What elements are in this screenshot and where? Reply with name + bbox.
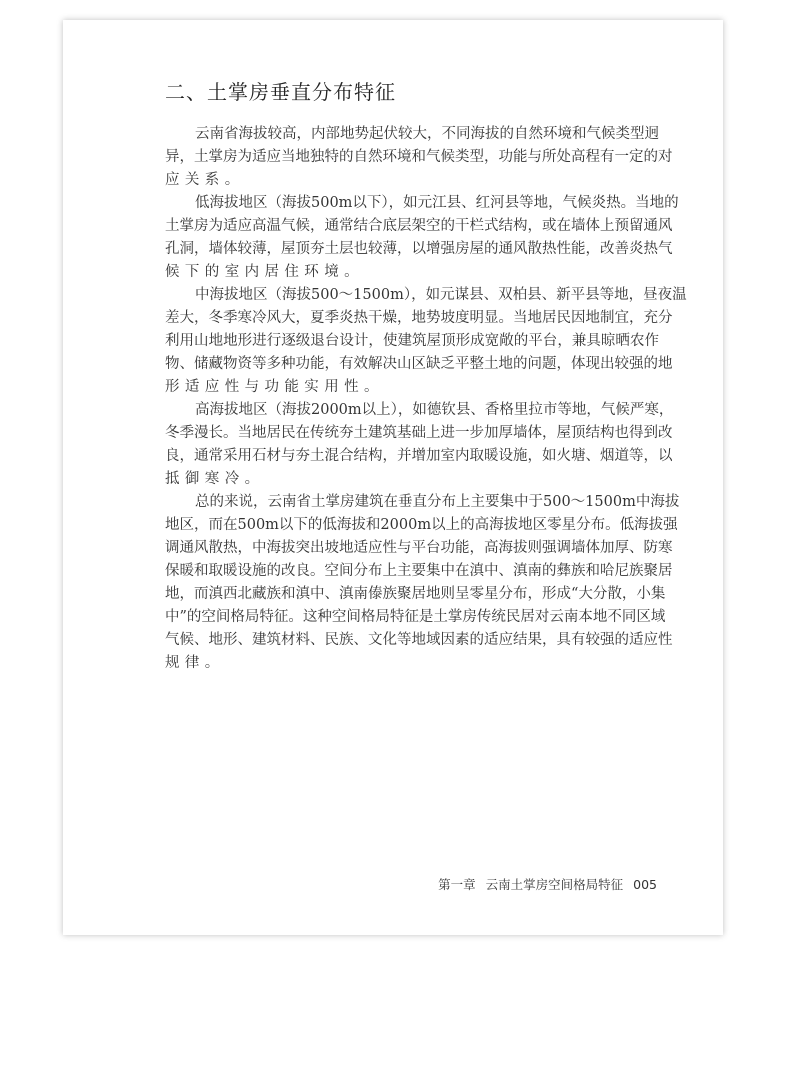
- body-text: [165, 123, 687, 675]
- paragraph: [165, 123, 673, 192]
- text-line: 形适应性与功能实用性。: [165, 379, 384, 395]
- text-line: 总的来说，云南省土掌房建筑在垂直分布上主要集中于500～1500m中海拔: [195, 494, 680, 510]
- text-line: 地区，而在500m以下的低海拔和2000m以上的高海拔地区零星分布。低海拔强: [165, 517, 678, 533]
- text-line: 中海拔地区（海拔500～1500m），如元谋县、双柏县、新平县等地，昼夜温: [195, 287, 687, 303]
- paragraph: [165, 284, 687, 399]
- text-line: 中”的空间格局特征。这种空间格局特征是土掌房传统民居对云南本地不同区域: [165, 609, 666, 625]
- paragraph: [165, 399, 674, 491]
- text-line: 地，而滇西北藏族和滇中、滇南傣族聚居地则呈零星分布，形成“大分散，小集: [165, 586, 666, 602]
- text-line: 异，土掌房为适应当地独特的自然环境和气候类型，功能与所处高程有一定的对: [165, 149, 673, 165]
- page-number: 005: [633, 877, 657, 892]
- text-line: 低海拔地区（海拔500m以下），如元江县、红河县等地，气候炎热。当地的: [195, 195, 679, 211]
- text-line: 规律。: [165, 655, 225, 671]
- text-line: 物、储藏物资等多种功能，有效解决山区缺乏平整土地的问题，体现出较强的地: [165, 356, 673, 372]
- footer-chapter: 第一章: [438, 877, 476, 892]
- text-line: 冬季漫长。当地居民在传统夯土建筑基础上进一步加厚墙体，屋顶结构也得到改: [165, 425, 673, 441]
- page-footer: [428, 875, 657, 893]
- section-title: 二、土掌房垂直分布特征: [165, 80, 396, 104]
- paragraph: [165, 192, 679, 284]
- text-line: 高海拔地区（海拔2000m以上），如德钦县、香格里拉市等地，气候严寒，: [195, 402, 674, 418]
- text-line: 应关系。: [165, 172, 245, 188]
- footer-chapter-title: 云南土掌房空间格局特征: [485, 877, 624, 892]
- text-line: 利用山地地形进行逐级退台设计，使建筑屋顶形成宽敞的平台，兼具晾晒农作: [165, 333, 659, 349]
- text-line: 保暖和取暖设施的改良。空间分布上主要集中在滇中、滇南的彝族和哈尼族聚居: [165, 563, 673, 579]
- text-line: 土掌房为适应高温气候，通常结合底层架空的干栏式结构，或在墙体上预留通风: [165, 218, 673, 234]
- text-line: 抵御寒冷。: [165, 471, 265, 487]
- text-line: 云南省海拔较高，内部地势起伏较大，不同海拔的自然环境和气候类型迥: [195, 126, 659, 142]
- text-line: 候下的室内居住环境。: [165, 264, 364, 280]
- text-line: 气候、地形、建筑材料、民族、文化等地域因素的适应结果，具有较强的适应性: [165, 632, 673, 648]
- document-page: [63, 20, 723, 935]
- paragraph: [165, 491, 680, 675]
- text-line: 差大，冬季寒冷风大，夏季炎热干燥，地势坡度明显。当地居民因地制宜，充分: [165, 310, 673, 326]
- text-line: 调通风散热，中海拔突出坡地适应性与平台功能，高海拔则强调墙体加厚、防寒: [165, 540, 673, 556]
- text-line: 良，通常采用石材与夯土混合结构，并增加室内取暖设施，如火塘、烟道等，以: [165, 448, 673, 464]
- text-line: 孔洞，墙体较薄，屋顶夯土层也较薄，以增强房屋的通风散热性能，改善炎热气: [165, 241, 673, 257]
